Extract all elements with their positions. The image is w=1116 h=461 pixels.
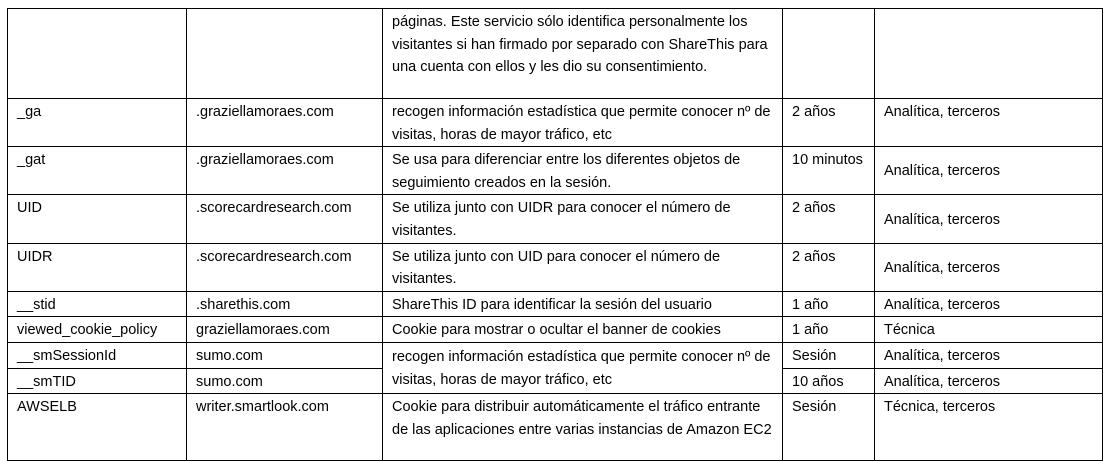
cookie-duration: 10 minutos bbox=[783, 147, 875, 195]
cookie-domain: .graziellamoraes.com bbox=[187, 99, 383, 147]
cookie-table bbox=[7, 8, 1103, 461]
cookie-name: UIDR bbox=[8, 243, 187, 291]
cookie-type: Analítica, terceros bbox=[875, 147, 1103, 195]
cookie-description: Se utiliza junto con UID para conocer el número de visitantes. bbox=[383, 243, 783, 291]
cookie-name: __smSessionId bbox=[8, 342, 187, 368]
cookie-name: UID bbox=[8, 195, 187, 243]
cookie-description: Cookie para mostrar o ocultar el banner de cookies bbox=[383, 317, 783, 343]
cookie-type: Analítica, terceros bbox=[875, 243, 1103, 291]
cookie-domain: sumo.com bbox=[187, 368, 383, 394]
cookie-domain bbox=[187, 9, 383, 99]
cookie-description: recogen información estadística que permite conocer nº de visitas, horas de mayor tráfico, etc bbox=[383, 342, 783, 393]
cookie-description: páginas. Este servicio sólo identifica personalmente los visitantes si han firmado por separado con ShareThis para una cuenta con ellos y les dio su consentimiento. bbox=[383, 9, 783, 99]
cookie-domain: .scorecardresearch.com bbox=[187, 195, 383, 243]
cookie-duration: 2 años bbox=[783, 99, 875, 147]
table-row bbox=[8, 243, 1103, 291]
cookie-duration: 1 año bbox=[783, 317, 875, 343]
cookie-duration: Sesión bbox=[783, 342, 875, 368]
table-row bbox=[8, 195, 1103, 243]
cookie-duration: 1 año bbox=[783, 291, 875, 317]
cookie-duration bbox=[783, 9, 875, 99]
cookie-name: __smTID bbox=[8, 368, 187, 394]
cookie-type: Analítica, terceros bbox=[875, 195, 1103, 243]
table-row bbox=[8, 147, 1103, 195]
cookie-name: _gat bbox=[8, 147, 187, 195]
table-row bbox=[8, 9, 1103, 99]
table-row bbox=[8, 99, 1103, 147]
cookie-domain: sumo.com bbox=[187, 342, 383, 368]
cookie-name: viewed_cookie_policy bbox=[8, 317, 187, 343]
table-row bbox=[8, 394, 1103, 461]
cookie-domain: .scorecardresearch.com bbox=[187, 243, 383, 291]
cookie-name: _ga bbox=[8, 99, 187, 147]
cookie-description: recogen información estadística que permite conocer nº de visitas, horas de mayor tráfico, etc bbox=[383, 99, 783, 147]
cookie-type: Analítica, terceros bbox=[875, 368, 1103, 394]
cookie-description: Cookie para distribuir automáticamente el tráfico entrante de las aplicaciones entre varias instancias de Amazon EC2 bbox=[383, 394, 783, 461]
cookie-duration: 10 años bbox=[783, 368, 875, 394]
cookie-type bbox=[875, 9, 1103, 99]
cookie-name: AWSELB bbox=[8, 394, 187, 461]
table-row bbox=[8, 291, 1103, 317]
cookie-domain: writer.smartlook.com bbox=[187, 394, 383, 461]
cookie-type: Técnica bbox=[875, 317, 1103, 343]
cookie-domain: .graziellamoraes.com bbox=[187, 147, 383, 195]
cookie-type: Analítica, terceros bbox=[875, 99, 1103, 147]
cookie-description: Se utiliza junto con UIDR para conocer el número de visitantes. bbox=[383, 195, 783, 243]
cookie-domain: .sharethis.com bbox=[187, 291, 383, 317]
cookie-description: Se usa para diferenciar entre los diferentes objetos de seguimiento creados en la sesión. bbox=[383, 147, 783, 195]
cookie-duration: 2 años bbox=[783, 195, 875, 243]
cookie-name bbox=[8, 9, 187, 99]
cookie-description: ShareThis ID para identificar la sesión del usuario bbox=[383, 291, 783, 317]
table-row bbox=[8, 342, 1103, 368]
cookie-duration: 2 años bbox=[783, 243, 875, 291]
cookie-type: Técnica, terceros bbox=[875, 394, 1103, 461]
cookie-domain: graziellamoraes.com bbox=[187, 317, 383, 343]
table-row bbox=[8, 317, 1103, 343]
cookie-duration: Sesión bbox=[783, 394, 875, 461]
cookie-type: Analítica, terceros bbox=[875, 342, 1103, 368]
cookie-name: __stid bbox=[8, 291, 187, 317]
cookie-type: Analítica, terceros bbox=[875, 291, 1103, 317]
